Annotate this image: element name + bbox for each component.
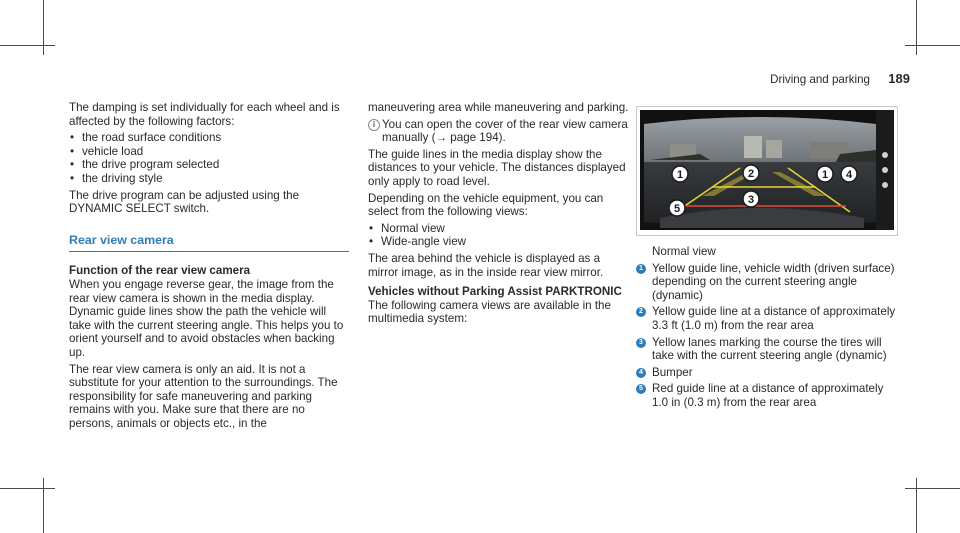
mirror-text: The area behind the vehicle is displayed as a mirror image, as in the inside rear view mirror. <box>368 251 604 279</box>
callout-label: 3 <box>747 194 755 206</box>
crop-mark <box>0 488 55 489</box>
callout-badge: 2 <box>636 307 646 317</box>
continuation-text: maneuvering area while maneuvering and parking. <box>368 101 629 114</box>
list-item: • Normal view <box>368 222 630 236</box>
rear-camera-image <box>640 110 894 230</box>
callout-label: 4 <box>845 169 853 181</box>
info-icon: i <box>368 119 380 131</box>
list-item: • the driving style <box>69 172 349 186</box>
callout-label: 1 <box>821 169 829 181</box>
function-heading: Function of the rear view camera <box>69 264 251 278</box>
callout-badge: 4 <box>636 368 646 378</box>
aid-text: The rear view camera is only an aid. It is not a substitute for your attention to the surroundings. The responsibility for safe maneuvering and parking remains with you. Make sure that there are no persons, animals or objects etc., in the <box>69 362 338 430</box>
rear-camera-figure <box>636 106 898 236</box>
legend-text: Bumper <box>652 365 693 379</box>
crop-mark <box>43 478 44 533</box>
info-note <box>368 118 630 145</box>
page-header <box>724 72 910 88</box>
legend-item <box>636 336 898 363</box>
column-middle <box>368 101 630 329</box>
callout-label: 1 <box>676 169 684 181</box>
views-list <box>368 222 630 249</box>
function-text: When you engage reverse gear, the image from the rear view camera is shown in the media display. Dynamic guide lines show the path the vehicle will take with the current steering angle. This helps you to orient yourself and to avoid obstacles when backing up. <box>69 277 344 359</box>
header-section-title: Driving and parking <box>770 73 870 86</box>
crop-mark <box>0 45 55 46</box>
camera-views-text: The following camera views are available in the multimedia system: <box>368 298 611 326</box>
damping-intro: The damping is set individually for each wheel and is affected by the following factors: <box>69 101 340 128</box>
crop-mark <box>916 478 917 533</box>
section-heading-rear-view-camera: Rear view camera <box>69 234 349 253</box>
callout-badge: 3 <box>636 338 646 348</box>
list-item: • the drive program selected <box>69 158 349 172</box>
subheading-without-parktronic: Vehicles without Parking Assist PARKTRONIC <box>368 285 622 299</box>
legend-text: Red guide line at a distance of approximately 1.0 in (0.3 m) from the rear area <box>652 382 884 409</box>
factors-list <box>69 131 349 185</box>
callout-label: 2 <box>747 168 755 180</box>
column-left <box>69 101 349 433</box>
figure-legend <box>636 245 898 413</box>
list-item: • the road surface conditions <box>69 131 349 145</box>
crop-mark <box>905 488 960 489</box>
legend-item <box>636 366 898 380</box>
legend-text: Yellow guide line at a distance of approximately 3.3 ft (1.0 m) from the rear area <box>652 305 896 332</box>
callout-badge: 1 <box>636 264 646 274</box>
callout-badge: 5 <box>636 384 646 394</box>
guide-lines-text: The guide lines in the media display show the distances to your vehicle. The distances displayed only apply to road level. <box>368 147 626 188</box>
page-number: 189 <box>888 71 910 86</box>
legend-text: Yellow lanes marking the course the tires will take with the current steering angle (dynamic) <box>652 335 887 363</box>
legend-item <box>636 382 898 409</box>
crop-mark <box>43 0 44 55</box>
crop-mark <box>905 45 960 46</box>
note-text: You can open the cover of the rear view camera manually (→ page 194). <box>382 117 628 145</box>
list-item: • vehicle load <box>69 145 349 159</box>
crop-mark <box>916 0 917 55</box>
list-item: • Wide-angle view <box>368 235 630 249</box>
views-intro: Depending on the vehicle equipment, you can select from the following views: <box>368 191 604 219</box>
drive-program-text: The drive program can be adjusted using the DYNAMIC SELECT switch. <box>69 188 300 216</box>
figure-caption: Normal view <box>652 245 716 258</box>
legend-item <box>636 305 898 332</box>
legend-item <box>636 262 898 303</box>
legend-text: Yellow guide line, vehicle width (driven surface) depending on the current steering angle (dynamic) <box>652 261 895 302</box>
callout-label: 5 <box>673 203 681 215</box>
